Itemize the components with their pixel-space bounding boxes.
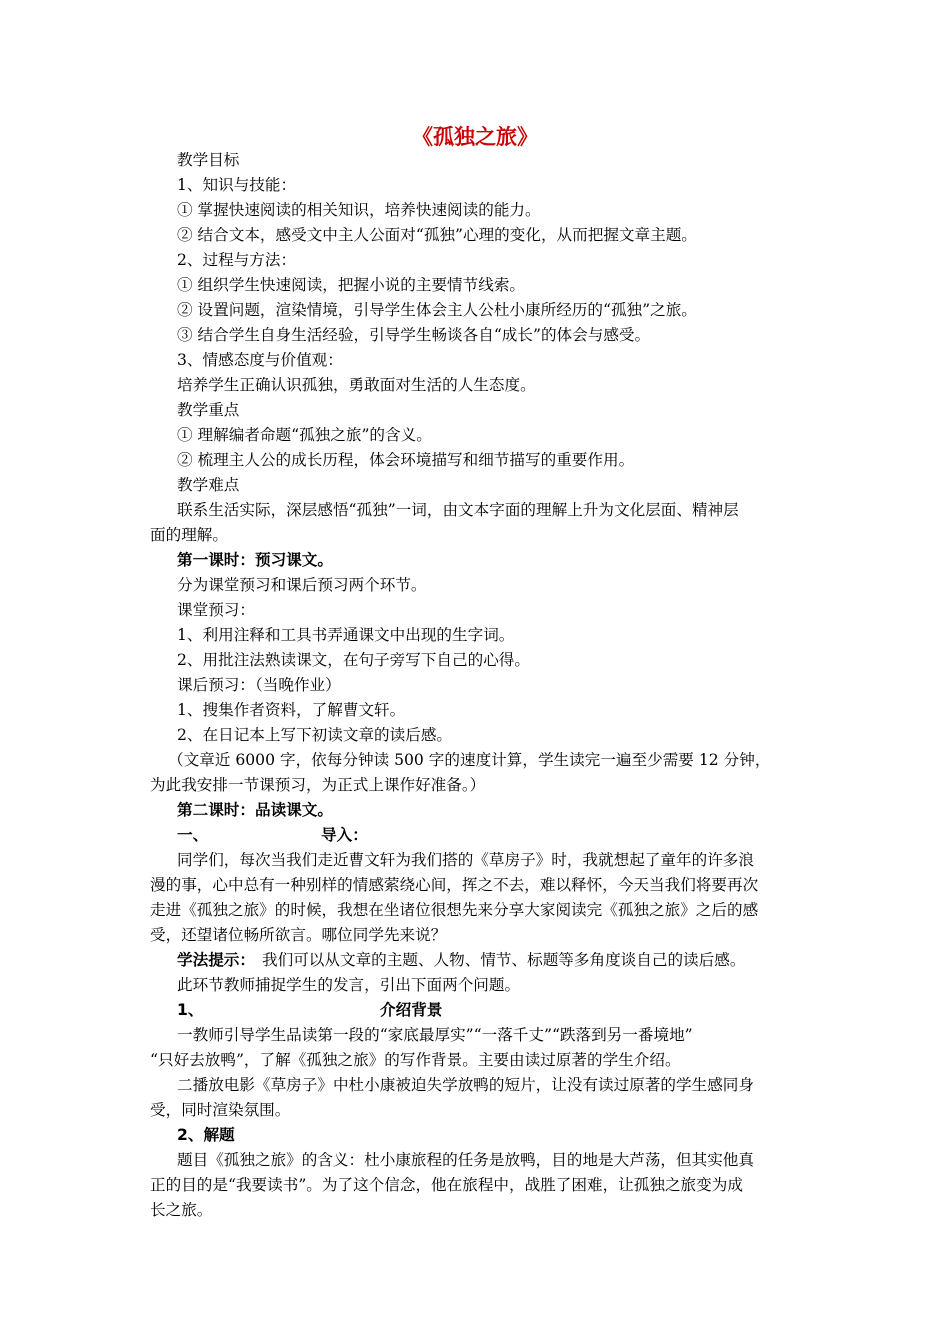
text-line: 2、在日记本上写下初读文章的读后感。: [177, 726, 453, 744]
text-line: 课堂预习：: [177, 601, 255, 619]
text-line: （文章近 6000 字，依每分钟读 500 字的速度计算，学生读完一遍至少需要 12 分钟，: [168, 751, 771, 769]
text-line: 漫的事，心中总有一种别样的情感萦绕心间，挥之不去，难以释怀，今天当我们将要再次: [150, 876, 759, 894]
text-line: 正的目的是“我要读书”。为了这个信念，他在旅程中，战胜了困难，让孤独之旅变为成: [150, 1176, 743, 1194]
text-line: 为此我安排一节课预习，为正式上课作好准备。）: [150, 776, 486, 794]
section-title-explain: 2、解题: [177, 1126, 235, 1144]
text-line: 二播放电影《草房子》中杜小康被迫失学放鸭的短片，让没有读过原著的学生感同身: [177, 1076, 754, 1094]
text-line: 1、利用注释和工具书弄通课文中出现的生字词。: [177, 626, 515, 644]
text-line: 一教师引导学生品读第一段的“家底最厚实”“一落千丈”“跌落到另一番境地”: [177, 1026, 693, 1044]
heading-difficulties: 教学难点: [177, 476, 240, 494]
text-line: 我们可以从文章的主题、人物、情节、标题等多角度谈自己的读后感。: [262, 951, 746, 969]
heading-teaching-goals: 教学目标: [177, 151, 240, 169]
text-line: 此环节教师捕捉学生的发言，引出下面两个问题。: [177, 976, 521, 994]
text-line: 联系生活实际，深层感悟“孤独”一词，由文本字面的理解上升为文化层面、精神层: [177, 501, 739, 519]
document-title: 《孤独之旅》: [412, 125, 538, 149]
text-line: 受，同时渲染氛围。: [150, 1101, 291, 1119]
heading-lesson-one: 第一课时：预习课文。: [177, 551, 333, 569]
text-line: 面的理解。: [150, 526, 228, 544]
study-tip-label: 学法提示：: [177, 951, 255, 969]
text-line: 走进《孤独之旅》的时候，我想在坐诸位很想先来分享大家阅读完《孤独之旅》之后的感: [150, 901, 759, 919]
text-line: 题目《孤独之旅》的含义：杜小康旅程的任务是放鸭，目的地是大芦荡，但其实他真: [177, 1151, 754, 1169]
text-line: 培养学生正确认识孤独，勇敢面对生活的人生态度。: [177, 376, 536, 394]
text-line: ② 结合文本，感受文中主人公面对“孤独”心理的变化，从而把握文章主题。: [177, 226, 697, 244]
section-number-one: 一、: [177, 826, 209, 844]
text-line: 课后预习：（当晚作业）: [177, 676, 341, 694]
heading-key-points: 教学重点: [177, 401, 240, 419]
text-line: 2、过程与方法：: [177, 251, 297, 269]
text-line: ③ 结合学生自身生活经验，引导学生畅谈各自“成长”的体会与感受。: [177, 326, 651, 344]
section-title-intro: 导入：: [321, 826, 368, 844]
section-title-background: 介绍背景: [380, 1001, 443, 1019]
text-line: 2、用批注法熟读课文，在句子旁写下自己的心得。: [177, 651, 530, 669]
section-number-1: 1、: [177, 1001, 204, 1019]
text-line: 1、知识与技能：: [177, 176, 297, 194]
text-line: ① 理解编者命题“孤独之旅”的含义。: [177, 426, 432, 444]
text-line: ① 掌握快速阅读的相关知识，培养快速阅读的能力。: [177, 201, 541, 219]
text-line: ② 设置问题，渲染情境，引导学生体会主人公杜小康所经历的“孤独”之旅。: [177, 301, 697, 319]
text-line: 长之旅。: [150, 1201, 213, 1219]
text-line: ② 梳理主人公的成长历程，体会环境描写和细节描写的重要作用。: [177, 451, 635, 469]
text-line: 同学们，每次当我们走近曹文轩为我们搭的《草房子》时，我就想起了童年的许多浪: [177, 851, 754, 869]
text-line: ① 组织学生快速阅读，把握小说的主要情节线索。: [177, 276, 526, 294]
text-line: 受，还望诸位畅所欲言。哪位同学先来说？: [150, 926, 447, 944]
text-line: 分为课堂预习和课后预习两个环节。: [177, 576, 427, 594]
heading-lesson-two: 第二课时：品读课文。: [177, 801, 333, 819]
text-line: 3、情感态度与价值观：: [177, 351, 343, 369]
text-line: “只好去放鸭”，了解《孤独之旅》的写作背景。主要由读过原著的学生介绍。: [150, 1051, 681, 1069]
text-line: 1、搜集作者资料，了解曹文轩。: [177, 701, 406, 719]
